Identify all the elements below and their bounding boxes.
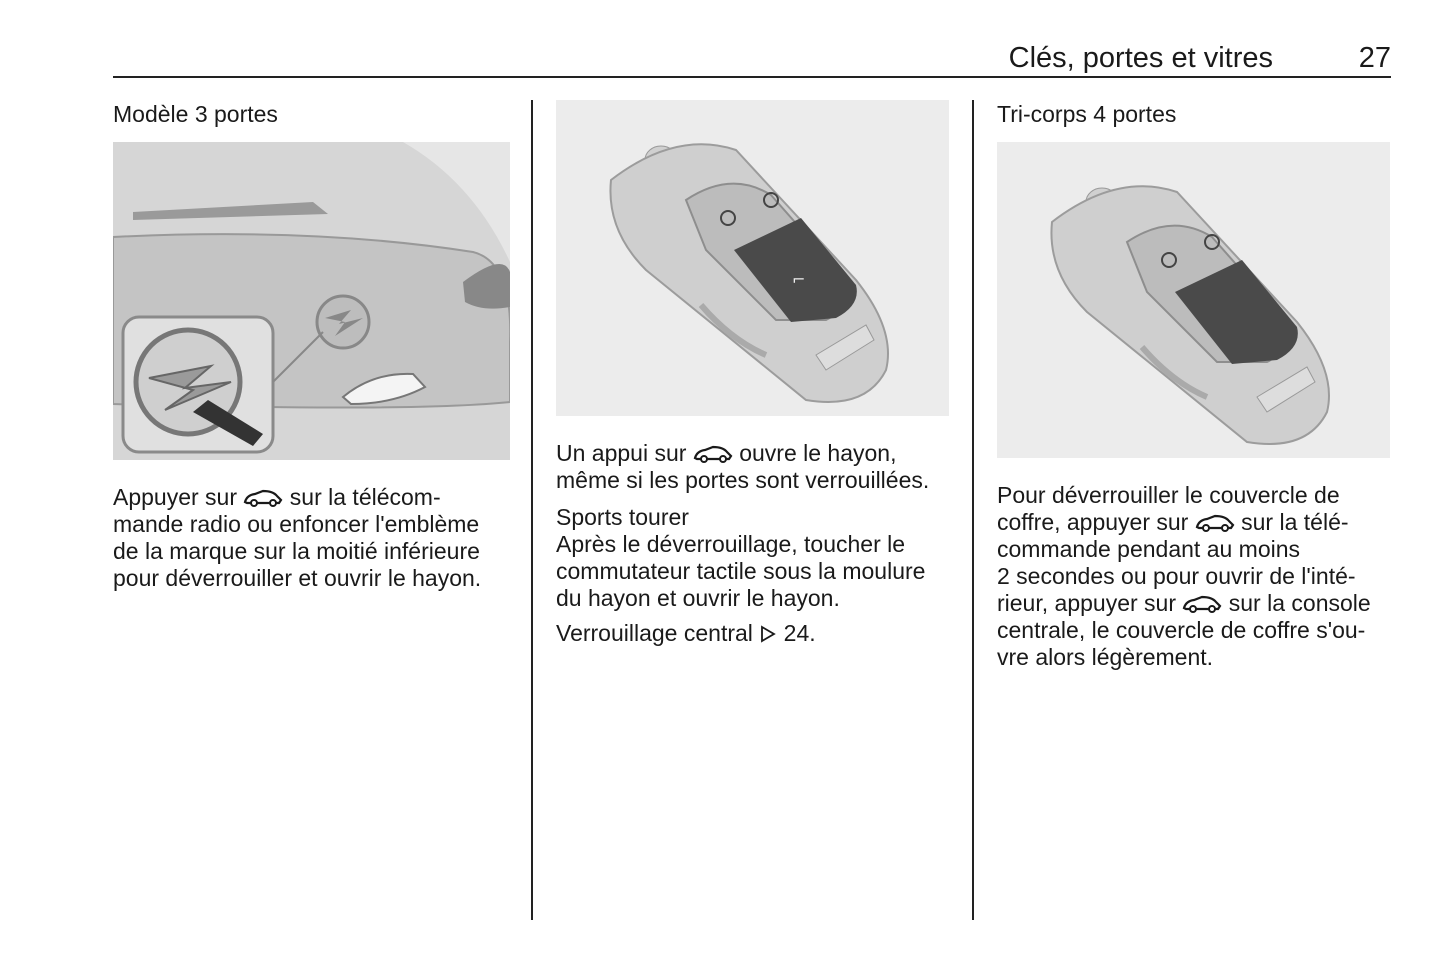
col3-line-4: 2 secondes ou pour ouvrir de l'inté- bbox=[997, 563, 1356, 589]
col1-line-1: sur la télécom- bbox=[283, 484, 441, 510]
section-subtitle: Tri-corps 4 portes bbox=[997, 101, 1177, 127]
car-trunk-icon bbox=[693, 444, 733, 464]
chapter-title: Clés, portes et vitres bbox=[1008, 42, 1273, 74]
col3-paragraph bbox=[997, 482, 1392, 671]
section-subtitle: Modèle 3 portes bbox=[113, 101, 278, 127]
col3-line-6: centrale, le couvercle de coffre s'ou- bbox=[997, 617, 1366, 643]
col3-line-5-end: sur la console bbox=[1222, 590, 1371, 616]
key-fob-illustration-1 bbox=[556, 100, 949, 416]
col2-paragraph-2 bbox=[556, 531, 956, 612]
reference-triangle-icon bbox=[759, 625, 777, 643]
column-2 bbox=[556, 98, 956, 647]
col3-line-2-start: coffre, appuyer sur bbox=[997, 509, 1189, 535]
col2-p2-line-1: Après le déverrouillage, toucher le bbox=[556, 531, 906, 557]
tailgate-illustration bbox=[113, 142, 510, 460]
page-number: 27 bbox=[1358, 42, 1391, 74]
cross-reference bbox=[556, 620, 956, 647]
svg-text:⌐: ⌐ bbox=[792, 270, 806, 289]
col1-line-4: pour déverrouiller et ouvrir le hayon. bbox=[113, 565, 482, 591]
col2-p1-line-2: même si les portes sont verrouillées. bbox=[556, 467, 930, 493]
car-trunk-icon bbox=[1182, 594, 1222, 614]
column-divider-2 bbox=[972, 100, 974, 920]
col1-text-start: Appuyer sur bbox=[113, 484, 238, 510]
column-divider-1 bbox=[531, 100, 533, 920]
reference-page: 24. bbox=[777, 620, 816, 646]
col1-line-2: mande radio ou enfoncer l'emblème bbox=[113, 511, 480, 537]
car-trunk-icon bbox=[243, 488, 283, 508]
page-header bbox=[113, 40, 1391, 78]
col1-paragraph bbox=[113, 484, 513, 592]
key-fob-illustration-2 bbox=[997, 142, 1390, 458]
section-heading-sports-tourer: Sports tourer bbox=[556, 504, 689, 530]
col3-line-3: commande pendant au moins bbox=[997, 536, 1301, 562]
col3-line-5-start: rieur, appuyer sur bbox=[997, 590, 1176, 616]
col3-line-1: Pour déverrouiller le couvercle de bbox=[997, 482, 1340, 508]
col2-paragraph-1 bbox=[556, 440, 956, 494]
column-1 bbox=[113, 98, 513, 592]
reference-label: Verrouillage central bbox=[556, 620, 753, 646]
col1-line-3: de la marque sur la moitié inférieure bbox=[113, 538, 480, 564]
col2-p1-start: Un appui sur bbox=[556, 440, 687, 466]
column-3 bbox=[997, 98, 1392, 671]
col3-line-2-end: sur la télé- bbox=[1234, 509, 1349, 535]
col2-p2-line-3: du hayon et ouvrir le hayon. bbox=[556, 585, 840, 611]
car-trunk-icon bbox=[1195, 513, 1235, 533]
col2-p2-line-2: commutateur tactile sous la moulure bbox=[556, 558, 926, 584]
col2-p1-end: ouvre le hayon, bbox=[732, 440, 897, 466]
col3-line-7: vre alors légèrement. bbox=[997, 644, 1214, 670]
